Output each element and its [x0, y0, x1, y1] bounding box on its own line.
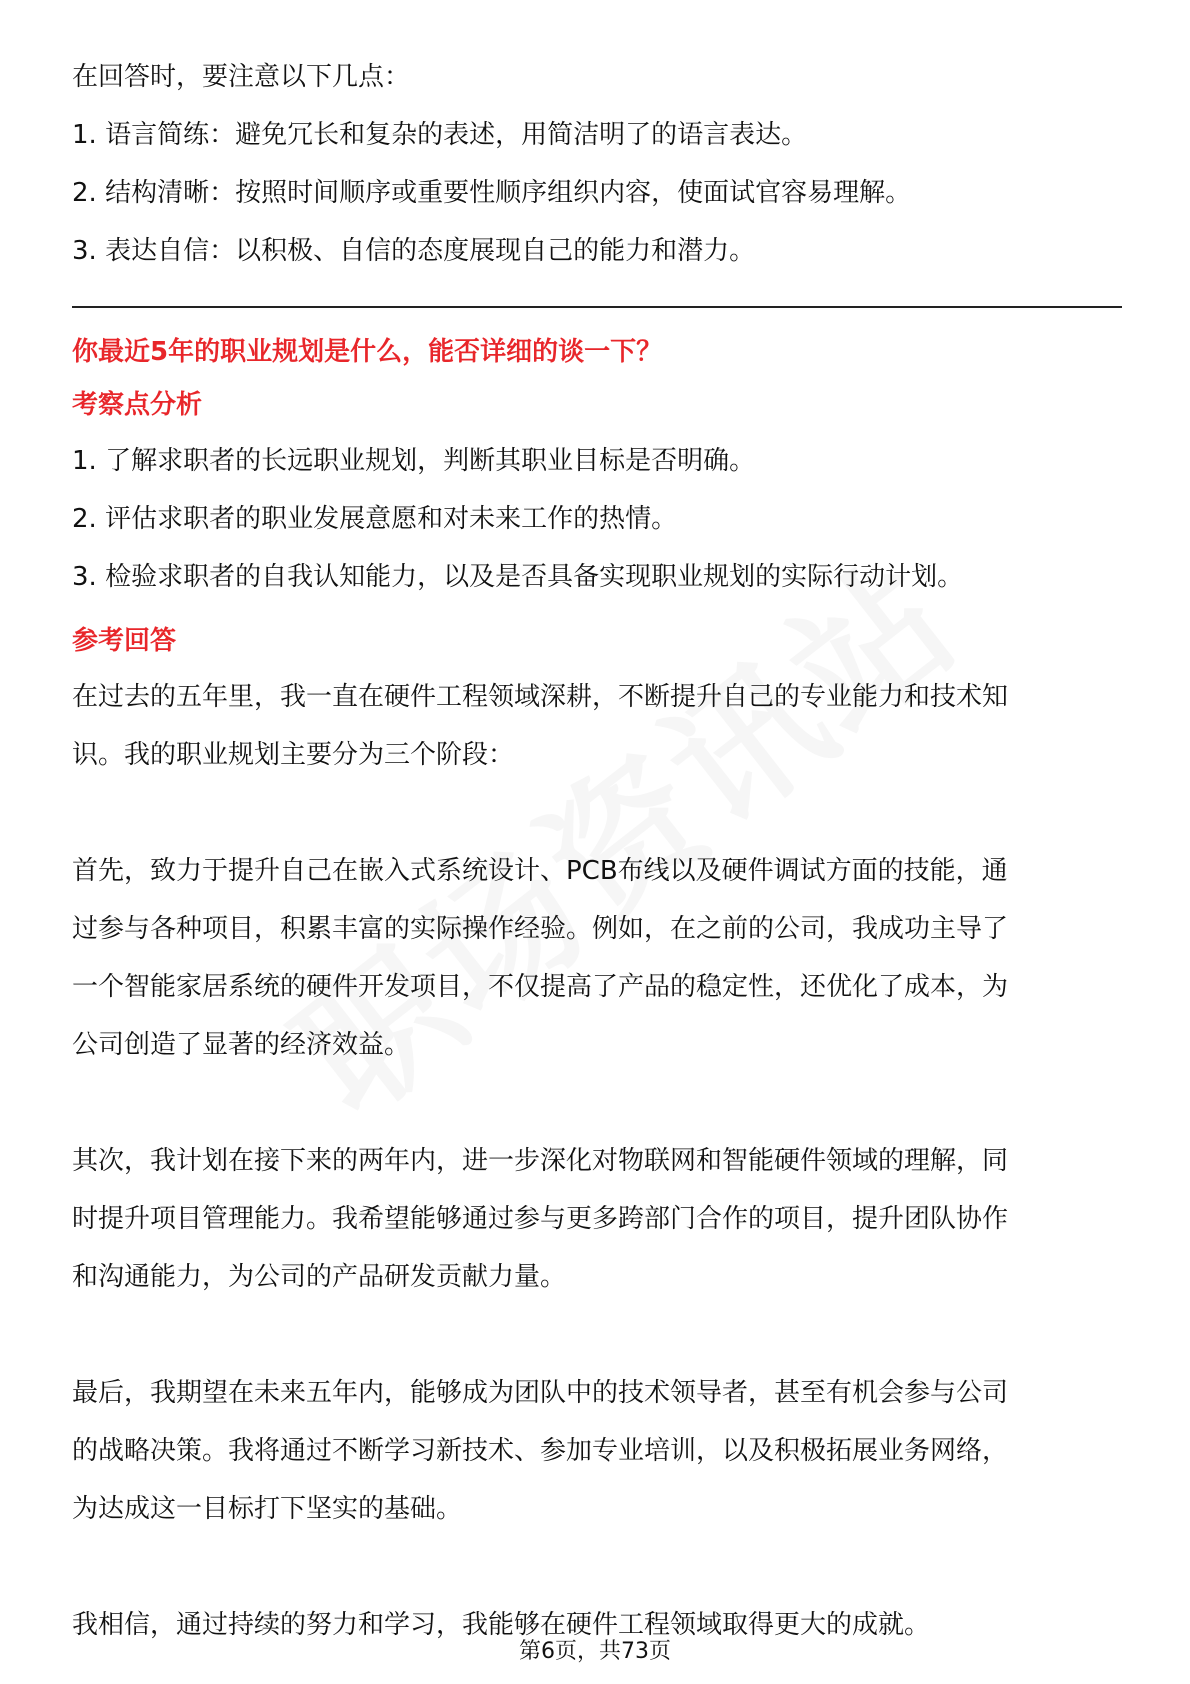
- analysis-point: 2. 评估求职者的职业发展意愿和对未来工作的热情。: [72, 504, 678, 534]
- answer-line: 我相信，通过持续的努力和学习，我能够在硬件工程领域取得更大的成就。: [72, 1610, 931, 1640]
- answer-paragraph: [72, 1132, 1122, 1306]
- answer-paragraph: [72, 842, 1122, 1074]
- answer-line: 公司创造了显著的经济效益。: [72, 1030, 411, 1060]
- tip-item: 1. 语言简练：避免冗长和复杂的表述，用简洁明了的语言表达。: [72, 120, 808, 150]
- page-content: [72, 48, 1122, 1654]
- answer-line: 其次，我计划在接下来的两年内，进一步深化对物联网和智能硬件领域的理解，同: [72, 1146, 1009, 1176]
- answer-line: 在过去的五年里，我一直在硬件工程领域深耕，不断提升自己的专业能力和技术知: [72, 682, 1009, 712]
- analysis-point: 1. 了解求职者的长远职业规划，判断其职业目标是否明确。: [72, 446, 756, 476]
- analysis-heading: 考察点分析: [72, 390, 203, 420]
- answer-line: 首先，致力于提升自己在嵌入式系统设计、PCB布线以及硬件调试方面的技能，通: [72, 856, 1008, 886]
- analysis-point: 3. 检验求职者的自我认知能力，以及是否具备实现职业规划的实际行动计划。: [72, 562, 964, 592]
- answer-line: 和沟通能力，为公司的产品研发贡献力量。: [72, 1262, 567, 1292]
- answer-heading: 参考回答: [72, 626, 177, 656]
- intro-text: 在回答时，要注意以下几点：: [72, 62, 411, 92]
- question-heading: 你最近5年的职业规划是什么，能否详细的谈一下？: [72, 337, 663, 367]
- answer-paragraph: [72, 668, 1122, 784]
- answer-line: 时提升项目管理能力。我希望能够通过参与更多跨部门合作的项目，提升团队协作: [72, 1204, 1009, 1234]
- answer-line: 最后，我期望在未来五年内，能够成为团队中的技术领导者，甚至有机会参与公司: [72, 1378, 1009, 1408]
- tip-item: 2. 结构清晰：按照时间顺序或重要性顺序组织内容，使面试官容易理解。: [72, 178, 912, 208]
- page-number: 第6页，共73页: [519, 1639, 671, 1664]
- answer-line: 的战略决策。我将通过不断学习新技术、参加专业培训，以及积极拓展业务网络，: [72, 1436, 1009, 1466]
- section-divider: [72, 306, 1122, 308]
- answer-paragraph: [72, 1364, 1122, 1538]
- answer-line: 一个智能家居系统的硬件开发项目，不仅提高了产品的稳定性，还优化了成本，为: [72, 972, 1009, 1002]
- answer-line: 过参与各种项目，积累丰富的实际操作经验。例如，在之前的公司，我成功主导了: [72, 914, 1009, 944]
- answer-line: 为达成这一目标打下坚实的基础。: [72, 1494, 463, 1524]
- tip-item: 3. 表达自信：以积极、自信的态度展现自己的能力和潜力。: [72, 236, 756, 266]
- answer-line: 识。我的职业规划主要分为三个阶段：: [72, 740, 515, 770]
